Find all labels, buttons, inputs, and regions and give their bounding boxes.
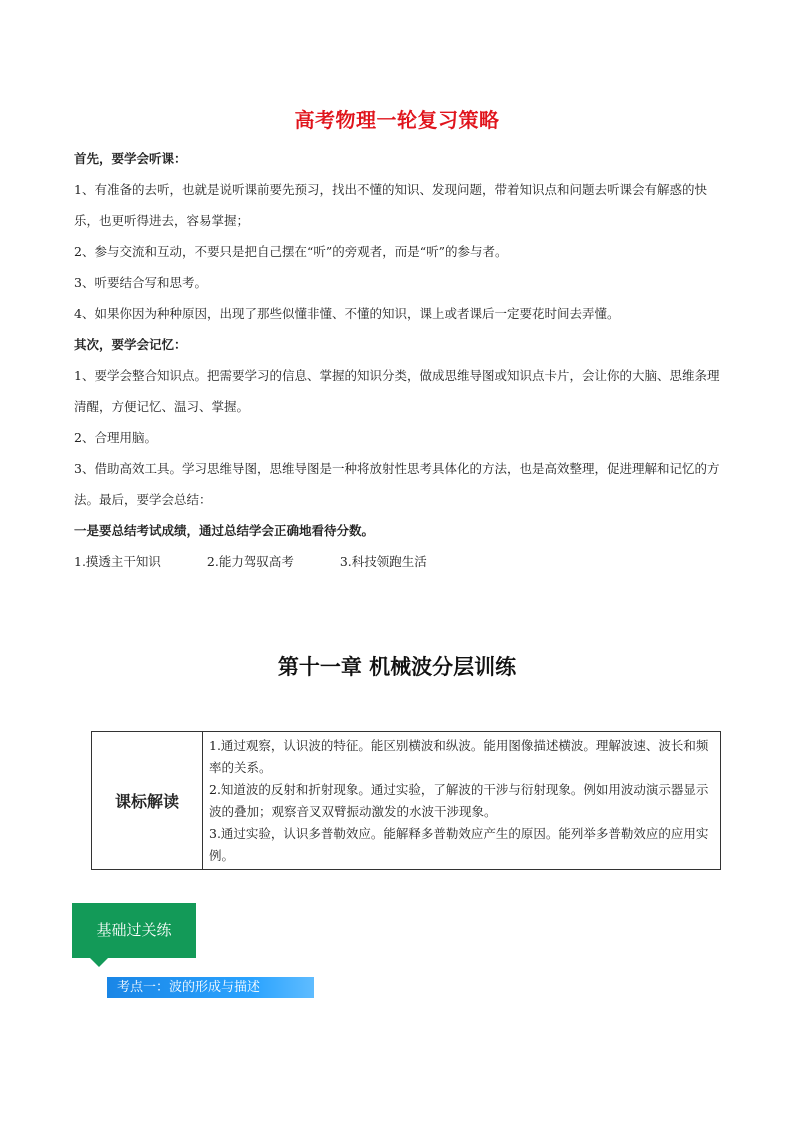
listen-item-4: 4、如果你因为种种原因，出现了那些似懂非懂、不懂的知识，课上或者课后一定要花时间去弄懂。 — [74, 306, 620, 321]
tip-item: 1.摸透主干知识 — [74, 554, 161, 569]
tip-item: 3.科技领跑生活 — [339, 554, 427, 569]
strategy-title: 高考物理一轮复习策略 — [294, 108, 500, 132]
standard-line-1: 1.通过观察，认识波的特征。能区别横波和纵波。能用图像描述横波。理解波速、波长和频率的关系。 — [209, 738, 709, 775]
memory-item-2: 2、合理用脑。 — [74, 430, 157, 445]
listen-item-3: 3、听要结合写和思考。 — [74, 275, 207, 290]
summary-bold-line: 一是要总结考试成绩，通过总结学会正确地看待分数。 — [74, 523, 375, 538]
listen-item-1: 1、有准备的去听，也就是说听课前要先预习，找出不懂的知识、发现问题，带着知识点和问题去听课会有解惑的快乐，也更听得进去，容易掌握； — [74, 182, 707, 228]
memory-item-1: 1、要学会整合知识点。把需要学习的信息、掌握的知识分类，做成思维导图或知识点卡片，会让你的大脑、思维条理清醒，方便记忆、温习、掌握。 — [74, 368, 720, 414]
listen-item-2: 2、参与交流和互动，不要只是把自己摆在“听”的旁观者，而是“听”的参与者。 — [74, 244, 508, 259]
memory-item-3: 3、借助高效工具。学习思维导图，思维导图是一种将放射性思考具体化的方法，也是高效整理，促进理解和记忆的方法。最后，要学会总结： — [74, 461, 720, 507]
curriculum-standard-body — [203, 732, 721, 870]
chapter-title: 第十一章 机械波分层训练 — [277, 654, 517, 679]
section-label-basic-practice: 基础过关练 — [72, 903, 196, 958]
topic-label-bar: 考点一：波的形成与描述 — [107, 977, 314, 998]
strategy-content — [74, 143, 724, 577]
tip-item: 2.能力驾驭高考 — [206, 554, 294, 569]
curriculum-standard-table — [91, 731, 721, 870]
tips-line — [74, 546, 724, 577]
section-heading-memory: 其次，要学会记忆： — [74, 337, 187, 352]
standard-line-2: 2.知道波的反射和折射现象。通过实验，了解波的干涉与衍射现象。例如用波动演示器显示波的叠加；观察音叉双臂振动激发的水波干涉现象。 — [209, 782, 709, 819]
curriculum-standard-label: 课标解读 — [92, 732, 203, 870]
section-heading-listen: 首先，要学会听课： — [74, 151, 187, 166]
standard-line-3: 3.通过实验，认识多普勒效应。能解释多普勒效应产生的原因。能列举多普勒效应的应用实例。 — [209, 826, 709, 863]
